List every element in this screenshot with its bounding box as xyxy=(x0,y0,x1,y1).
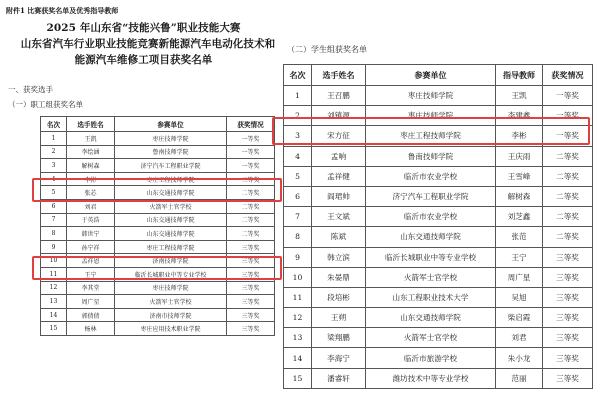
table-cell: 14 xyxy=(284,348,312,368)
table-cell: 三等奖 xyxy=(227,281,275,295)
table-cell: 王雪峰 xyxy=(496,166,543,186)
document-title-line2: 山东省汽车行业职业技能竞赛新能源汽车电动化技术和 xyxy=(20,38,276,50)
table-cell: 济南市技师学院 xyxy=(115,308,227,322)
table-cell: 刘镇源 xyxy=(312,106,366,126)
table-cell: 1 xyxy=(284,86,312,106)
table-cell: 李绘涵 xyxy=(67,145,115,159)
table-cell: 山东交通技师学院 xyxy=(366,227,496,247)
document-title-line3: 能源汽车维修工项目获奖名单 xyxy=(74,54,213,66)
table-cell: 一等奖 xyxy=(227,145,275,159)
table-row xyxy=(284,186,593,206)
table-cell: 李彬 xyxy=(67,172,115,186)
table-cell: 李彬 xyxy=(496,126,543,146)
attachment-label: 附件1 比赛获奖名单及优秀指导教师 xyxy=(6,6,119,15)
table-cell: 济南技师学院 xyxy=(115,254,227,268)
table-cell: 张芯 xyxy=(67,186,115,200)
table-cell: 8 xyxy=(284,227,312,247)
table-row xyxy=(284,348,593,368)
table-cell: 三等奖 xyxy=(227,308,275,322)
table-cell: 潘睿轩 xyxy=(312,368,366,388)
table-cell: 临沂市农业学校 xyxy=(366,207,496,227)
table-row xyxy=(284,247,593,267)
table-cell: 11 xyxy=(41,267,67,281)
table-row xyxy=(284,328,593,348)
table-cell: 三等奖 xyxy=(543,308,593,328)
table-cell: 王庆雨 xyxy=(496,146,543,166)
table-cell: 刘君 xyxy=(496,328,543,348)
table-cell: 朱小龙 xyxy=(496,348,543,368)
table-row xyxy=(284,86,593,106)
column-header: 指导教师 xyxy=(496,65,543,86)
table-cell: 12 xyxy=(41,281,67,295)
table-cell: 枣庄技师学院 xyxy=(366,106,496,126)
table-cell: 三等奖 xyxy=(543,368,593,388)
staff-group-heading: （一）职工组获奖名单 xyxy=(8,100,83,109)
table-cell: 王凯 xyxy=(67,132,115,146)
table-cell: 韩世宁 xyxy=(67,227,115,241)
highlight-box-staff-rank-4 xyxy=(32,178,282,202)
table-cell: 1 xyxy=(41,132,67,146)
table-cell: 二等奖 xyxy=(227,186,275,200)
table-cell: 临沂市旅游学校 xyxy=(366,348,496,368)
column-header: 名次 xyxy=(284,65,312,86)
table-row xyxy=(41,132,275,146)
table-cell: 15 xyxy=(41,322,67,336)
table-row xyxy=(284,308,593,328)
table-cell: 二等奖 xyxy=(227,199,275,213)
staff-awards-table xyxy=(40,116,275,336)
table-cell: 枣庄技师学院 xyxy=(115,132,227,146)
table-cell: 陈斌 xyxy=(312,227,366,247)
table-cell: 临沂长城职业中等专业学校 xyxy=(115,267,227,281)
table-cell: 4 xyxy=(41,172,67,186)
table-row xyxy=(41,308,275,322)
table-row xyxy=(284,207,593,227)
table-cell: 4 xyxy=(284,146,312,166)
table-cell: 临沂市农业学校 xyxy=(366,166,496,186)
table-cell: 15 xyxy=(284,368,312,388)
table-cell: 王凯 xyxy=(496,86,543,106)
table-cell: 枣庄技师学院 xyxy=(366,86,496,106)
document-title-line1: 2025 年山东省“技能兴鲁”职业技能大赛 xyxy=(46,22,241,34)
table-cell: 周广星 xyxy=(67,295,115,309)
table-cell: 解树森 xyxy=(67,159,115,173)
table-cell: 刘芝鑫 xyxy=(496,207,543,227)
table-cell: 二等奖 xyxy=(543,146,593,166)
table-cell: 11 xyxy=(284,287,312,307)
table-cell: 王文斌 xyxy=(312,207,366,227)
table-cell: 郭倩倩 xyxy=(67,308,115,322)
table-cell: 枣庄工程技师学院 xyxy=(115,172,227,186)
table-cell: 火箭军士官学校 xyxy=(366,328,496,348)
column-header: 参赛单位 xyxy=(115,117,227,132)
table-cell: 孙宁祥 xyxy=(67,240,115,254)
table-row xyxy=(284,166,593,186)
table-row xyxy=(284,227,593,247)
table-row xyxy=(41,145,275,159)
highlight-box-student-rank-3 xyxy=(272,117,590,145)
table-cell: 山东交通技师学院 xyxy=(115,213,227,227)
table-cell: 王宁 xyxy=(67,267,115,281)
table-cell: 二等奖 xyxy=(227,172,275,186)
table-cell: 刘君 xyxy=(67,199,115,213)
table-cell: 周广星 xyxy=(496,267,543,287)
table-cell: 柴启霞 xyxy=(496,308,543,328)
table-cell: 10 xyxy=(41,254,67,268)
table-cell: 段培彬 xyxy=(312,287,366,307)
table-cell: 一等奖 xyxy=(227,132,275,146)
table-cell: 枣庄工程技师学院 xyxy=(366,126,496,146)
table-cell: 火箭军士官学校 xyxy=(115,199,227,213)
table-cell: 二等奖 xyxy=(543,186,593,206)
table-row xyxy=(284,146,593,166)
table-cell: 一等奖 xyxy=(543,86,593,106)
table-cell: 王召鹏 xyxy=(312,86,366,106)
table-cell: 济宁汽车工程职业学院 xyxy=(115,159,227,173)
section-heading-awards: 一、获奖选手 xyxy=(8,85,53,94)
table-cell: 济宁汽车工程职业学院 xyxy=(366,186,496,206)
table-cell: 火箭军士官学校 xyxy=(115,295,227,309)
table-cell: 9 xyxy=(284,247,312,267)
table-cell: 鲁南技师学院 xyxy=(115,145,227,159)
table-cell: 3 xyxy=(41,159,67,173)
table-cell: 山东交通技师学院 xyxy=(115,227,227,241)
table-cell: 张范 xyxy=(496,227,543,247)
table-cell: 12 xyxy=(284,308,312,328)
table-cell: 三等奖 xyxy=(227,295,275,309)
table-cell: 3 xyxy=(284,126,312,146)
table-cell: 王宁 xyxy=(496,247,543,267)
table-cell: 范丽 xyxy=(496,368,543,388)
table-cell: 杨林 xyxy=(67,322,115,336)
table-row xyxy=(41,213,275,227)
table-cell: 14 xyxy=(41,308,67,322)
table-cell: 二等奖 xyxy=(227,227,275,241)
table-cell: 火箭军士官学校 xyxy=(366,267,496,287)
table-cell: 9 xyxy=(41,240,67,254)
table-header-row xyxy=(41,117,275,132)
table-cell: 李建鑫 xyxy=(496,106,543,126)
table-cell: 一等奖 xyxy=(543,106,593,126)
table-cell: 梁翔鹏 xyxy=(312,328,366,348)
table-cell: 李海宁 xyxy=(312,348,366,368)
table-row xyxy=(41,159,275,173)
table-cell: 三等奖 xyxy=(543,287,593,307)
table-cell: 临沂长城职业中等专业学校 xyxy=(366,247,496,267)
table-row xyxy=(41,227,275,241)
table-cell: 三等奖 xyxy=(543,267,593,287)
table-cell: 三等奖 xyxy=(227,322,275,336)
table-cell: 二等奖 xyxy=(543,166,593,186)
table-cell: 一等奖 xyxy=(543,126,593,146)
table-cell: 朱晏鼎 xyxy=(312,267,366,287)
table-cell: 王朔 xyxy=(312,308,366,328)
table-row xyxy=(41,295,275,309)
column-header: 参赛单位 xyxy=(366,65,496,86)
column-header: 获奖情况 xyxy=(227,117,275,132)
student-awards-table xyxy=(283,64,593,389)
table-cell: 阎珺帅 xyxy=(312,186,366,206)
table-cell: 8 xyxy=(41,227,67,241)
table-cell: 三等奖 xyxy=(227,254,275,268)
highlight-box-staff-rank-9 xyxy=(32,256,282,280)
table-cell: 山东工程职业技术大学 xyxy=(366,287,496,307)
table-cell: 韩立滨 xyxy=(312,247,366,267)
table-row xyxy=(41,240,275,254)
table-cell: 5 xyxy=(284,166,312,186)
table-cell: 三等奖 xyxy=(543,247,593,267)
table-cell: 三等奖 xyxy=(543,348,593,368)
table-cell: 山东交通技师学院 xyxy=(366,308,496,328)
column-header: 选手姓名 xyxy=(312,65,366,86)
table-cell: 吴旭 xyxy=(496,287,543,307)
table-cell: 6 xyxy=(41,199,67,213)
column-header: 选手姓名 xyxy=(67,117,115,132)
table-cell: 枣庄应用技术职业学院 xyxy=(115,322,227,336)
column-header: 获奖情况 xyxy=(543,65,593,86)
column-header: 名次 xyxy=(41,117,67,132)
table-cell: 三等奖 xyxy=(227,240,275,254)
table-cell: 枣庄工程技师学院 xyxy=(115,240,227,254)
student-group-heading: （二）学生组获奖名单 xyxy=(287,45,367,54)
table-row xyxy=(41,322,275,336)
table-cell: 13 xyxy=(284,328,312,348)
table-row xyxy=(41,281,275,295)
table-cell: 7 xyxy=(284,207,312,227)
table-cell: 5 xyxy=(41,186,67,200)
table-row xyxy=(284,287,593,307)
table-cell: 宋方征 xyxy=(312,126,366,146)
table-row xyxy=(284,368,593,388)
table-cell: 于英浩 xyxy=(67,213,115,227)
table-cell: 6 xyxy=(284,186,312,206)
table-cell: 山东交通技师学院 xyxy=(115,186,227,200)
table-cell: 二等奖 xyxy=(543,207,593,227)
table-cell: 枣庄技师学院 xyxy=(115,281,227,295)
table-cell: 2 xyxy=(284,106,312,126)
table-cell: 孟响 xyxy=(312,146,366,166)
table-cell: 三等奖 xyxy=(543,328,593,348)
table-cell: 二等奖 xyxy=(227,213,275,227)
table-cell: 潍坊技术中等专业学校 xyxy=(366,368,496,388)
table-cell: 2 xyxy=(41,145,67,159)
table-cell: 10 xyxy=(284,267,312,287)
table-cell: 13 xyxy=(41,295,67,309)
table-row xyxy=(284,267,593,287)
table-cell: 一等奖 xyxy=(227,159,275,173)
table-cell: 7 xyxy=(41,213,67,227)
table-cell: 二等奖 xyxy=(543,227,593,247)
table-cell: 李其堂 xyxy=(67,281,115,295)
table-cell: 解树森 xyxy=(496,186,543,206)
table-cell: 鲁南技师学院 xyxy=(366,146,496,166)
table-header-row xyxy=(284,65,593,86)
table-cell: 孟祥恩 xyxy=(67,254,115,268)
table-cell: 孟祥健 xyxy=(312,166,366,186)
table-cell: 三等奖 xyxy=(227,267,275,281)
